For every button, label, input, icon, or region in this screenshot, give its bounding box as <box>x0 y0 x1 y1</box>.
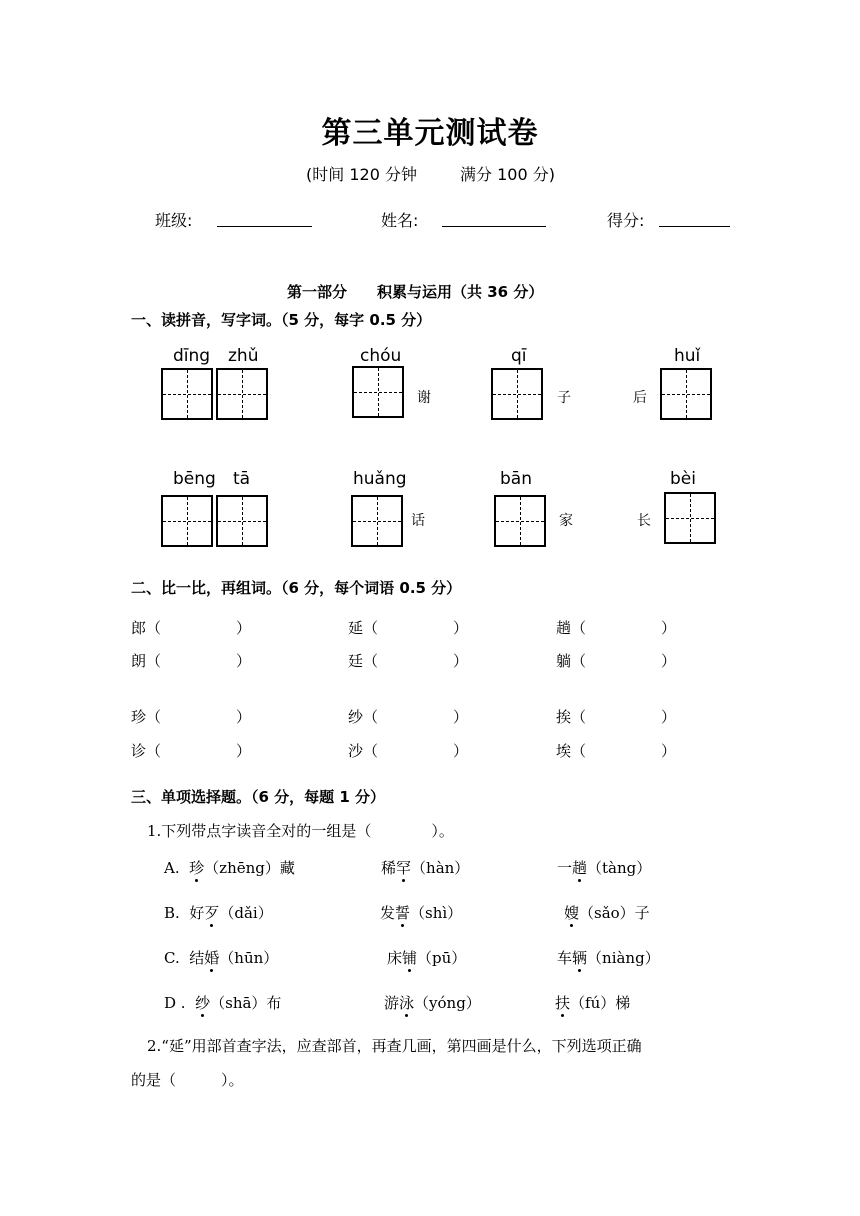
score-label: 得分: <box>607 211 645 230</box>
option-b-word-2: 发誓（shì） <box>380 904 463 922</box>
dotted-char: 趟 <box>572 859 588 877</box>
name-blank[interactable] <box>442 226 546 227</box>
question-2-line-1: 2.“延”用部首查字法，应查部首，再查几画，第四画是什么，下列选项正确 <box>147 1037 642 1055</box>
option-d[interactable]: D . 纱（shā）布 <box>164 994 282 1012</box>
question-2-line-2: 的是（ ）。 <box>131 1071 244 1089</box>
score-info: 满分 100 分) <box>460 165 555 184</box>
pinyin: qī <box>511 346 527 366</box>
given-character: 谢 <box>417 390 431 406</box>
dotted-char: 辆 <box>572 949 588 967</box>
dotted-char: 泳 <box>399 994 415 1012</box>
writing-box[interactable] <box>216 495 268 547</box>
dotted-char: 纱 <box>195 994 211 1012</box>
section-two-heading: 二、比一比，再组词。（6 分，每个词语 0.5 分） <box>131 579 462 597</box>
dotted-char: 嫂 <box>564 904 580 922</box>
dotted-char: 誓 <box>395 904 411 922</box>
compare-item[interactable]: 延（ ） <box>348 619 469 637</box>
dotted-char: 扶 <box>555 994 571 1012</box>
section-one-heading: 一、读拼音，写字词。（5 分，每字 0.5 分） <box>131 311 432 329</box>
option-a-word-2: 稀罕（hàn） <box>381 859 470 877</box>
compare-item[interactable]: 躺（ ） <box>556 652 677 670</box>
compare-item[interactable]: 廷（ ） <box>348 652 469 670</box>
pinyin: huǐ <box>674 346 701 366</box>
given-character: 长 <box>637 513 651 529</box>
writing-box[interactable] <box>494 495 546 547</box>
section-three-heading: 三、单项选择题。（6 分，每题 1 分） <box>131 788 386 806</box>
pinyin: bèi <box>670 469 696 489</box>
class-blank[interactable] <box>217 226 312 227</box>
writing-box[interactable] <box>352 366 404 418</box>
compare-item[interactable]: 纱（ ） <box>348 708 469 726</box>
compare-item[interactable]: 诊（ ） <box>131 742 252 760</box>
dotted-char: 罕 <box>396 859 412 877</box>
option-c[interactable]: C. 结婚（hūn） <box>164 949 279 967</box>
option-c-word-3: 车辆（niàng） <box>557 949 660 967</box>
name-label: 姓名: <box>381 211 419 230</box>
writing-box[interactable] <box>351 495 403 547</box>
writing-box[interactable] <box>664 492 716 544</box>
time-info: (时间 120 分钟 <box>306 165 417 184</box>
class-label: 班级: <box>155 211 193 230</box>
compare-item[interactable]: 趟（ ） <box>556 619 677 637</box>
dotted-char: 铺 <box>402 949 418 967</box>
writing-box[interactable] <box>161 495 213 547</box>
dotted-char: 珍 <box>189 859 205 877</box>
option-d-word-2: 游泳（yóng） <box>384 994 481 1012</box>
dotted-char: 歹 <box>204 904 220 922</box>
option-c-word-2: 床铺（pū） <box>387 949 467 967</box>
writing-box[interactable] <box>161 368 213 420</box>
pinyin: chóu <box>360 346 402 366</box>
writing-box[interactable] <box>491 368 543 420</box>
given-character: 家 <box>559 513 573 529</box>
option-a[interactable]: A. 珍（zhēng）藏 <box>164 859 295 877</box>
compare-item[interactable]: 朗（ ） <box>131 652 252 670</box>
option-a-word-3: 一趟（tàng） <box>557 859 652 877</box>
pinyin: zhǔ <box>228 346 259 366</box>
part-one-title: 第一部分 积累与运用（共 36 分） <box>287 283 544 301</box>
writing-box[interactable] <box>216 368 268 420</box>
pinyin: bēng <box>173 469 216 489</box>
compare-item[interactable]: 珍（ ） <box>131 708 252 726</box>
question-1: 1.下列带点字读音全对的一组是（ ）。 <box>147 822 454 840</box>
compare-item[interactable]: 郎（ ） <box>131 619 252 637</box>
pinyin: dīng <box>173 346 211 366</box>
page-title: 第三单元测试卷 <box>321 116 539 151</box>
writing-box[interactable] <box>660 368 712 420</box>
compare-item[interactable]: 埃（ ） <box>556 742 677 760</box>
pinyin: tā <box>233 469 251 489</box>
given-character: 后 <box>633 390 647 406</box>
option-b-word-3: 嫂（sǎo）子 <box>564 904 650 922</box>
dotted-char: 婚 <box>204 949 220 967</box>
pinyin: huǎng <box>353 469 407 489</box>
given-character: 子 <box>557 390 571 406</box>
given-character: 话 <box>411 513 425 529</box>
compare-item[interactable]: 挨（ ） <box>556 708 677 726</box>
pinyin: bān <box>500 469 532 489</box>
option-d-word-3: 扶（fú）梯 <box>555 994 631 1012</box>
option-b[interactable]: B. 好歹（dǎi） <box>164 904 273 922</box>
compare-item[interactable]: 沙（ ） <box>348 742 469 760</box>
score-blank[interactable] <box>659 226 730 227</box>
